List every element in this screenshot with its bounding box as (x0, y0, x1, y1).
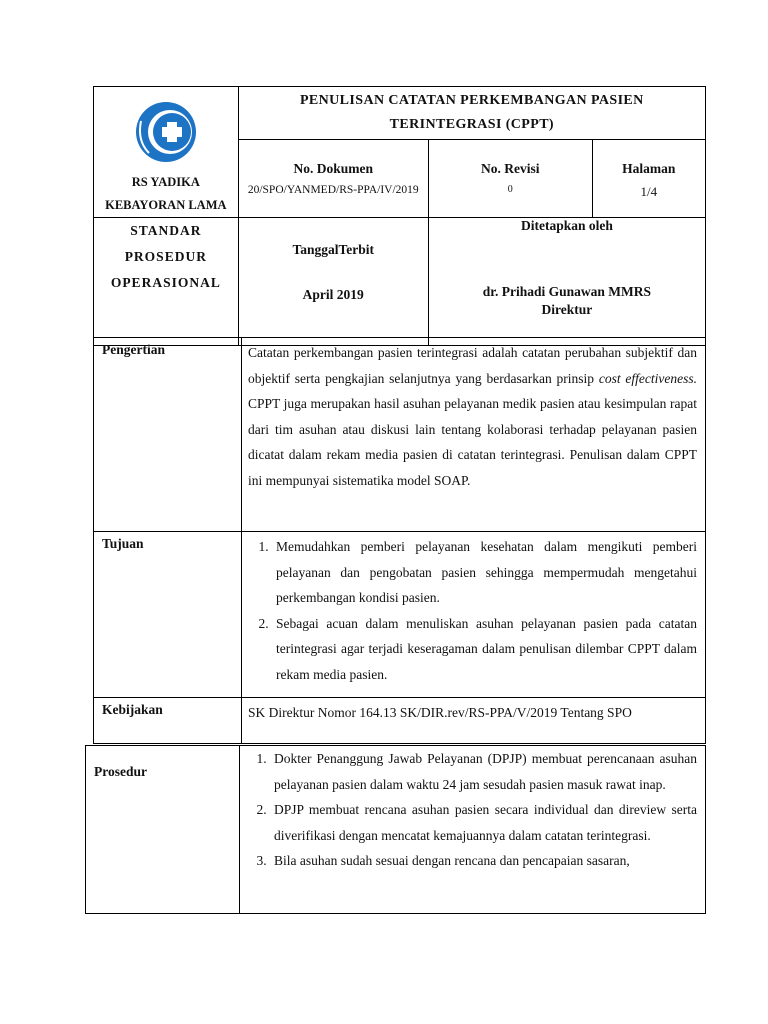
doc-number-value: 20/SPO/YANMED/RS-PPA/IV/2019 (247, 183, 419, 196)
issue-date-cell (238, 218, 428, 346)
hospital-cell (94, 87, 239, 218)
list-item: 1. Dokter Penanggung Jawab Pelayanan (DPJP) membuat perencanaan asuhan pelayanan pasien dalam waktu 24 jam sesudah pasien masuk rawat inap. (270, 746, 697, 797)
header-table (93, 86, 706, 346)
list-item: 2. DPJP membuat rencana asuhan pasien secara individual dan direview serta diverifikasi dengan mencatat kemajuannya dalam catatan terintegrasi. (270, 797, 697, 848)
kebijakan-row (94, 698, 706, 744)
issue-date-value: April 2019 (302, 287, 364, 302)
hospital-name-line2: KEBAYORAN LAMA (105, 198, 227, 212)
kebijakan-text: SK Direktur Nomor 164.13 SK/DIR.rev/RS-PPA/V/2019 Tentang SPO (242, 698, 706, 744)
hospital-logo (94, 87, 238, 171)
prosedur-list (246, 746, 697, 874)
approval-cell (428, 218, 705, 346)
tujuan-list (248, 534, 697, 687)
pengertian-text-em: cost effectiveness. (598, 370, 697, 386)
prosedur-text (240, 746, 706, 914)
content-table (93, 337, 706, 744)
issue-date-label: TanggalTerbit (292, 242, 375, 257)
pengertian-label: Pengertian (94, 338, 242, 532)
revision-label: No. Revisi (480, 160, 540, 176)
doc-number-label: No. Dokumen (293, 160, 373, 176)
pengertian-text-a: Catatan perkembangan pasien terintegrasi adalah catatan perubahan subjektif dan objektif serta pengkajian selanjutnya yang berdasarkan prinsip (248, 345, 697, 386)
pengertian-row (94, 338, 706, 532)
procedure-table (85, 745, 706, 914)
list-item: 2. Sebagai acuan dalam menuliskan asuhan pelayanan pasien pada catatan terintegrasi agar terjadi keseragaman dalam penulisan dilembar CPPT dalam rekam media pasien. (272, 611, 697, 688)
title-line1: PENULISAN CATATAN PERKEMBANGAN PASIEN (299, 93, 644, 108)
hospital-cross-icon (135, 101, 197, 163)
hospital-name-line1: RS YADIKA (131, 175, 200, 189)
page-label: Halaman (622, 160, 676, 176)
spo-line2: PROSEDUR (124, 249, 207, 264)
pengertian-text (242, 338, 706, 532)
kebijakan-label: Kebijakan (94, 698, 242, 744)
list-item: 1. Memudahkan pemberi pelayanan kesehatan dalam mengikuti pemberi pelayanan dan pengobatan pasien sehingga mempermudah mengetahui perkembangan kondisi pasien. (272, 534, 697, 611)
title-line2: TERINTEGRASI (CPPT) (389, 117, 554, 132)
approved-by-label: Ditetapkan oleh (520, 218, 613, 233)
page-value: 1/4 (640, 183, 658, 199)
spo-cell (94, 218, 239, 346)
spo-line1: STANDAR (130, 223, 202, 238)
tujuan-text (242, 532, 706, 698)
spo-line3: OPERASIONAL (110, 275, 221, 290)
page-cell (592, 139, 705, 217)
tujuan-label: Tujuan (94, 532, 242, 698)
document-title (238, 87, 705, 140)
prosedur-label: Prosedur (86, 746, 240, 914)
revision-cell (428, 139, 592, 217)
revision-value: 0 (507, 183, 513, 195)
tujuan-row (94, 532, 706, 698)
prosedur-row (86, 746, 706, 914)
pengertian-text-b: CPPT juga merupakan hasil asuhan pelayanan medik pasien atau kesimpulan rapat dari tim asuhan atau diskusi lain tentang kolaborasi terhadap pelayanan pasien dicatat dalam rekam media pasien di catatan terintegrasi. Penulisan dalam CPPT ini mempunyai sistematika model SOAP. (248, 396, 697, 488)
list-item: 3. Bila asuhan sudah sesuai dengan rencana dan pencapaian sasaran, (270, 848, 697, 874)
doc-number-cell (238, 139, 428, 217)
approver-title: Direktur (541, 302, 593, 317)
approver-name: dr. Prihadi Gunawan MMRS (482, 284, 652, 299)
